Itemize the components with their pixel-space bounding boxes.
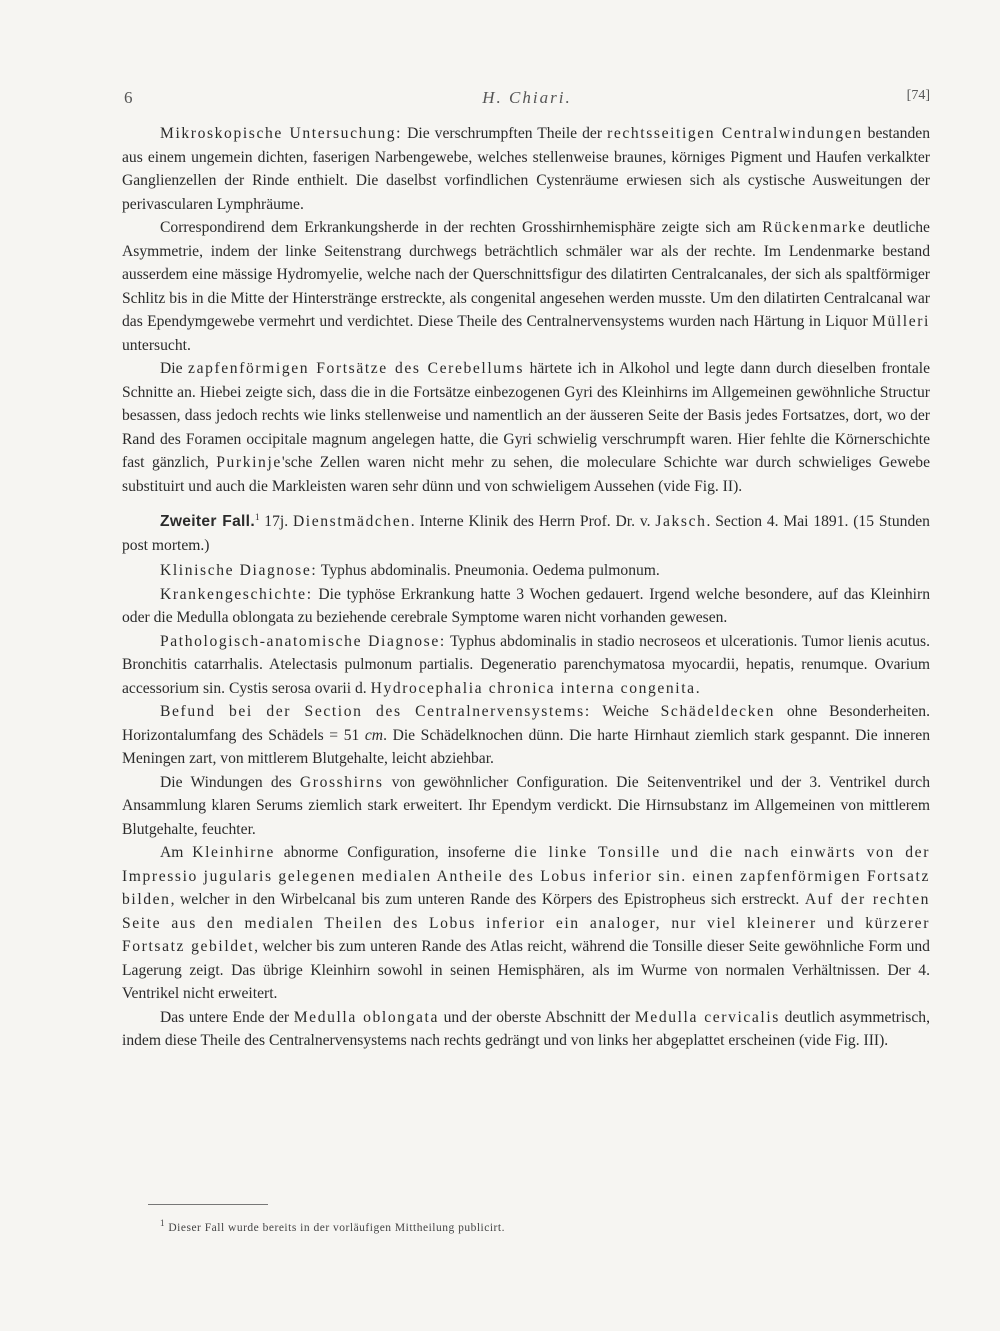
paragraph <box>122 700 930 771</box>
running-title: H. Chiari. <box>482 88 572 107</box>
text-run: . <box>695 679 700 697</box>
spaced-emphasis: zapfenförmigen Fortsätze des Cerebellums <box>188 360 525 377</box>
paragraph <box>122 216 930 357</box>
spaced-emphasis: Kleinhirne <box>192 844 275 862</box>
spaced-emphasis: Rückenmarke <box>762 219 867 236</box>
paragraph <box>122 841 930 1006</box>
text-run: von gewöhnlicher Configuration. Die Seitenventrikel und der 3. Ventrikel durch Ansammlung klaren Serums ziemlich stark erweitert. Ihr Ependym verdickt. Die Hirnsubstanz im Allgemeinen von mittlerem Blutgehalte, feuchter. <box>122 773 931 838</box>
paragraph <box>122 122 930 216</box>
text-run: Typhus abdominalis in stadio necroseos et ulcerationis. Tumor lienis acutus. Bronchitis catarrhalis. Atelectasis pulmonum partialis. Degeneratio parenchymatosa myocardii, hepatis, renumque. Ovarium accessorium sin. Cystis serosa ovarii d. <box>122 632 930 697</box>
footnote-text: Dieser Fall wurde bereits in der vorläufigen Mittheilung publicirt. <box>168 1221 505 1234</box>
text-run: Die typhöse Erkrankung hatte 3 Wochen gedauert. Irgend welche besondere, auf das Kleinhirn oder die Medulla oblongata zu beziehende cerebrale Symptome waren nicht vorhanden gewesen. <box>122 585 930 627</box>
footnote-mark: 1 <box>160 1218 165 1228</box>
spaced-emphasis: rechtsseitigen Centralwindungen <box>607 125 863 142</box>
spaced-emphasis: Medulla cervicalis <box>634 1008 780 1026</box>
text-run: ohne Besonderheiten. Horizontalumfang des Schädels = 51 <box>122 703 930 744</box>
text-run: 17j. <box>259 513 293 531</box>
case-heading-paragraph <box>122 506 930 557</box>
paragraph <box>122 771 930 842</box>
spaced-emphasis: Krankengeschichte: <box>160 585 313 603</box>
text-run: deutlich asymmetrisch, indem diese Theile des Centralnervensystems nach rechts gedrängt und von links her abgeplattet erscheinen (vide Fig. III). <box>122 1008 930 1050</box>
spaced-emphasis: Dienstmädchen <box>292 513 411 531</box>
original-page-ref: [74] <box>906 88 930 103</box>
text-run: Die <box>160 360 189 377</box>
body-text <box>122 122 930 1053</box>
text-run: 'sche Zellen waren nicht mehr zu sehen, die moleculare Schichte war durch schwieliges Gewebe substituirt und auch die Markleisten waren sehr dünn und von schwieligem Aussehen (vide Fig. II). <box>122 454 930 495</box>
text-run: , welcher in den Wirbelcanal bis zum unteren Rande des Körpers des Epistropheus sich erstreckt. <box>170 891 805 909</box>
text-run: . Interne Klinik des Herrn Prof. Dr. v. <box>410 513 656 531</box>
spaced-emphasis: Schädeldecken <box>660 703 775 721</box>
text-run: Die Windungen des <box>160 773 300 791</box>
spaced-emphasis: die linke Tonsille und die nach einwärts von der Impressio jugularis gelegenen medialen Antheile des Lobus inferior sin. einen zapfenförmigen Fortsatz bilden <box>122 844 930 909</box>
text-run: Am <box>160 844 193 862</box>
text-run: . Die Schädelknochen dünn. Die harte Hirnhaut ziemlich stark gespannt. Die inneren Meningen zart, von mittlerem Blutgehalte, leicht abziehbar. <box>122 726 930 768</box>
paragraph <box>122 559 930 583</box>
spaced-emphasis: Auf der rechten Seite aus den medialen Theilen des Lobus inferior ein analoger, nur viel kleinerer und kürzerer Fortsatz gebildet <box>122 891 931 956</box>
text-run: Die verschrumpften Theile der <box>402 125 608 142</box>
text-run: abnorme Configuration, insoferne <box>274 844 515 862</box>
text-run: und der oberste Abschnitt der <box>439 1008 635 1026</box>
case-heading: Zweiter Fall. <box>160 513 255 531</box>
text-run: härtete ich in Alkohol und legte dann durch dieselben frontale Schnitte an. Hiebei zeigte sich, dass die in die Fortsätze einbezogenen Gyri des Kleinhirns im Allgemeinen gewöhnliche Structur besassen, dass jedoch rechts wie links stellenweise und namentlich an der äusseren Seite der Basis jedes Fortsatzes, dort, wo der Rand des Foramen occipitale magnum angelegen hatte, die Gyri schwielig verschrumpft waren. Hier fehlte die Körnerschichte fast gänzlich, <box>122 360 930 471</box>
spaced-emphasis: Befund bei der Section des Centralnervensystems: <box>160 703 591 721</box>
paragraph <box>122 357 930 498</box>
page-number: 6 <box>124 88 133 107</box>
footnote-rule <box>148 1204 268 1205</box>
text-run: bestanden aus einem ungemein dichten, faserigen Narbengewebe, welches stellenweise braunes, körniges Pigment und Haufen verkalkter Ganglienzellen der Rinde enthielt. Die daselbst vorfindlichen Cystenräume erwiesen sich als cystische Ausweitungen der perivascularen Lymphräume. <box>122 125 930 213</box>
footnote-reference: 1 <box>254 512 260 522</box>
text-run: untersucht. <box>122 336 191 354</box>
unit-text: cm <box>364 726 384 744</box>
page-header <box>124 88 930 112</box>
text-run: Typhus abdominalis. Pneumonia. Oedema pulmonum. <box>317 562 660 580</box>
spaced-emphasis: Hydrocephalia chronica interna congenita <box>370 679 696 697</box>
spaced-emphasis: Pathologisch-anatomische Diagnose: <box>160 632 446 650</box>
text-run: . Section 4. Mai 1891. (15 Stunden post mortem.) <box>122 513 930 554</box>
spaced-emphasis: Mikroskopische Untersuchung: <box>160 125 403 142</box>
paragraph <box>122 1006 930 1053</box>
spaced-emphasis: Purkinje <box>216 454 282 471</box>
spaced-emphasis: Medulla oblongata <box>293 1008 439 1026</box>
text-run: Correspondirend dem Erkrankungsherde in der rechten Grosshirnhemisphäre zeigte sich am <box>160 219 763 236</box>
text-run: Weiche <box>590 703 661 721</box>
spaced-emphasis: Mülleri <box>872 313 930 330</box>
text-run: Das untere Ende der <box>160 1008 294 1026</box>
footnote <box>160 1218 505 1234</box>
text-run: , welcher bis zum unteren Rande des Atlas reicht, während die Tonsille dieser Seite gewöhnliche Form und Lagerung zeigt. Das übrige Kleinhirn sowohl in seinen Hemisphären, als im Wurme von normalen Verhältnissen. Der 4. Ventrikel nicht erweitert. <box>122 938 930 1003</box>
spaced-emphasis: Grosshirns <box>299 773 384 791</box>
paragraph <box>122 583 930 630</box>
spaced-emphasis: Jaksch <box>655 513 707 531</box>
paragraph <box>122 630 930 701</box>
text-run: deutliche Asymmetrie, indem der linke Seitenstrang durchwegs beträchtlich schmäler war als der rechte. Im Lendenmarke bestand ausserdem eine mässige Hydromyelie, welche nach der Querschnittsfigur des dilatirten Centralcanales, der sich als spaltförmiger Schlitz bis in die Mitte der Hinterstränge erstreckte, als congenital angesehen werden musste. Um den dilatirten Centralcanal war das Ependymgewebe vermehrt und verdichtet. Diese Theile des Centralnervensystems wurden nach Härtung in Liquor <box>122 219 930 330</box>
spaced-emphasis: Klinische Diagnose: <box>160 562 318 580</box>
